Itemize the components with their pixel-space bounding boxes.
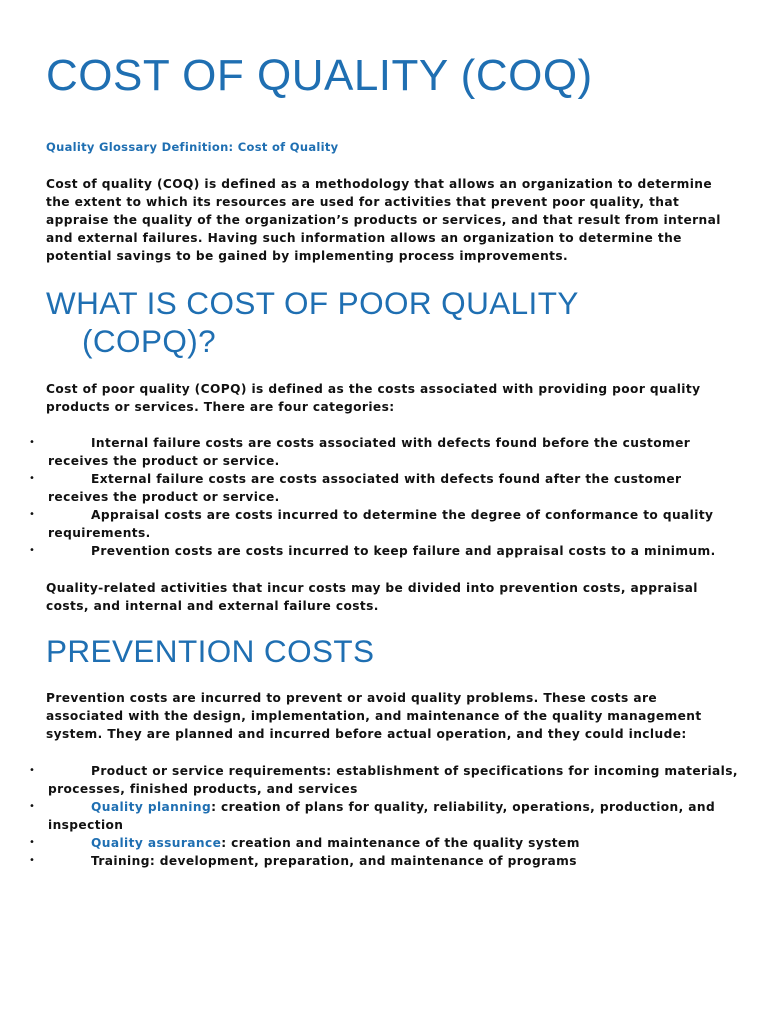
- bullet-icon: •: [29, 437, 36, 448]
- list-item: [0, 542, 740, 560]
- list-item: [0, 434, 740, 470]
- list-item-text: Internal failure costs are costs associated with defects found before the customer receives the product or service.: [48, 436, 691, 468]
- page-title: COST OF QUALITY (COQ): [46, 51, 593, 100]
- list-item-text: : creation and maintenance of the quality system: [221, 836, 580, 850]
- intro-paragraph: Cost of quality (COQ) is defined as a methodology that allows an organization to determine the extent to which its resources are used for activities that prevent poor quality, that appraise the quality of the organization’s products or services, and that result from internal and external failures. Having such information allows an organization to determine the potential savings to be gained by implementing process improvements.: [46, 177, 721, 263]
- prevention-heading: PREVENTION COSTS: [46, 633, 375, 669]
- quality-assurance-link[interactable]: Quality assurance: [91, 836, 222, 850]
- bullet-icon: •: [29, 509, 36, 520]
- bullet-icon: •: [29, 837, 36, 848]
- list-item: [0, 852, 740, 870]
- list-item: [0, 834, 740, 852]
- list-item: [0, 762, 740, 798]
- list-item-text: Appraisal costs are costs incurred to determine the degree of conformance to quality requirements.: [48, 508, 714, 540]
- list-item: [0, 798, 740, 834]
- copq-category-list: [0, 434, 740, 560]
- list-item-text: Product or service requirements: establishment of specifications for incoming materials, processes, finished products, and services: [48, 764, 738, 796]
- prevention-list: [0, 762, 740, 870]
- prevention-paragraph: Prevention costs are incurred to prevent or avoid quality problems. These costs are associated with the design, implementation, and maintenance of the quality management system. They are planned and incurred before actual operation, and they could include:: [46, 691, 702, 741]
- bullet-icon: •: [29, 855, 36, 866]
- copq-paragraph: Cost of poor quality (COPQ) is defined as the costs associated with providing poor quality products or services. There are four categories:: [46, 382, 701, 414]
- copq-heading-line1: WHAT IS COST OF POOR QUALITY: [46, 285, 579, 321]
- copq-heading-line2: (COPQ)?: [82, 323, 217, 359]
- bullet-icon: •: [29, 473, 36, 484]
- quality-planning-link[interactable]: Quality planning: [91, 800, 212, 814]
- copq-heading: [46, 284, 579, 360]
- list-item-text: Prevention costs are costs incurred to keep failure and appraisal costs to a minimum.: [91, 544, 716, 558]
- list-item-text: Training: development, preparation, and maintenance of programs: [91, 854, 577, 868]
- list-item-text: External failure costs are costs associated with defects found after the customer receives the product or service.: [48, 472, 682, 504]
- glossary-link[interactable]: Quality Glossary Definition: Cost of Quality: [46, 140, 339, 154]
- list-item: [0, 506, 740, 542]
- list-item: [0, 470, 740, 506]
- bullet-icon: •: [29, 801, 36, 812]
- bullet-icon: •: [29, 765, 36, 776]
- list-item-text: : creation of plans for quality, reliability, operations, production, and inspection: [48, 800, 716, 832]
- bullet-icon: •: [29, 545, 36, 556]
- copq-closing-paragraph: Quality-related activities that incur costs may be divided into prevention costs, appraisal costs, and internal and external failure costs.: [46, 581, 698, 613]
